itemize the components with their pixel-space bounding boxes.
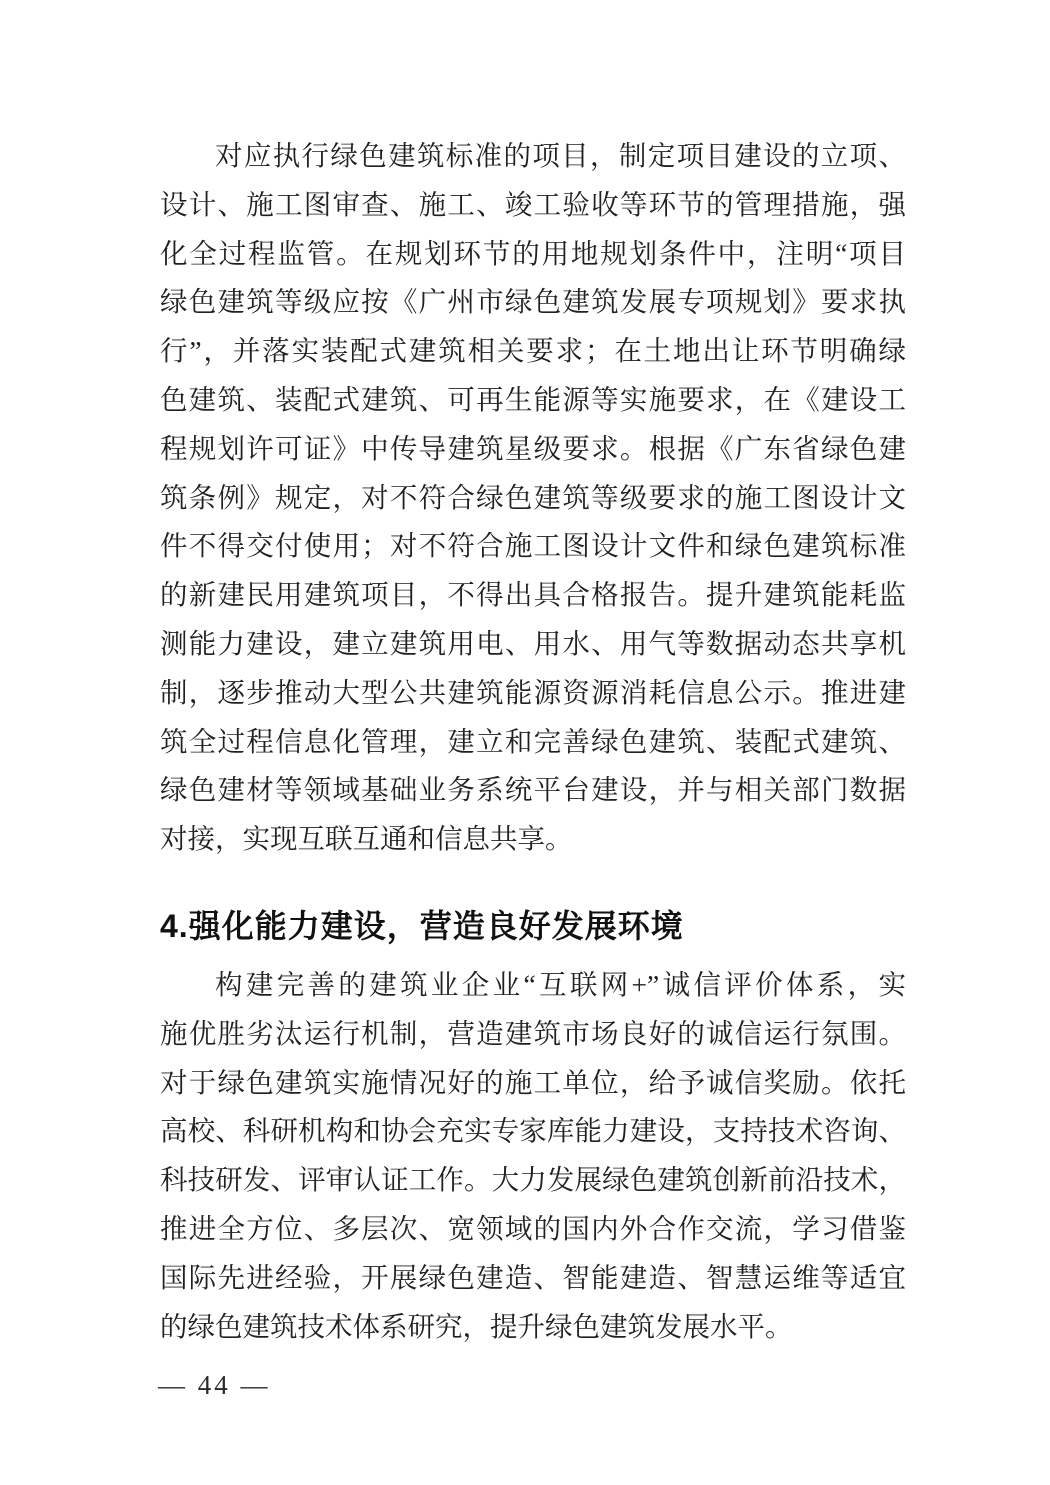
text-line: 构建完善的建筑业企业“互联网+”诚信评价体系，实 [215, 968, 906, 1000]
text-line: 设计、施工图审查、施工、竣工验收等环节的管理措施，强 [160, 188, 906, 220]
text-line: 绿色建材等领域基础业务系统平台建设，并与相关部门数据 [160, 774, 906, 806]
text-line: 筑全过程信息化管理，建立和完善绿色建筑、装配式建筑、 [160, 725, 906, 757]
page-content [160, 0, 906, 1351]
text-line: 对应执行绿色建筑标准的项目，制定项目建设的立项、 [215, 140, 906, 171]
text-line: 的新建民用建筑项目，不得出具合格报告。提升建筑能耗监 [160, 579, 906, 611]
text-line: 施优胜劣汰运行机制，营造建筑市场良好的诚信运行氛围。 [160, 1017, 906, 1049]
text-line: 对接，实现互联互通和信息共享。 [160, 823, 573, 855]
paragraph-2 [160, 961, 906, 1351]
text-line: 对于绿色建筑实施情况好的施工单位，给予诚信奖励。依托 [160, 1066, 906, 1098]
text-line: 高校、科研机构和协会充实专家库能力建设，支持技术咨询、 [160, 1115, 906, 1147]
page-footer [158, 1368, 271, 1402]
page-number: — 44 — [158, 1370, 271, 1400]
text-line: 的绿色建筑技术体系研究，提升绿色建筑发展水平。 [160, 1310, 793, 1342]
text-line: 绿色建筑等级应按《广州市绿色建筑发展专项规划》要求执 [160, 286, 906, 318]
text-line: 行”，并落实装配式建筑相关要求；在土地出让环节明确绿 [160, 335, 906, 367]
text-line: 科技研发、评审认证工作。大力发展绿色建筑创新前沿技术， [160, 1164, 906, 1196]
text-line: 制，逐步推动大型公共建筑能源资源消耗信息公示。推进建 [160, 676, 906, 708]
text-line: 件不得交付使用；对不符合施工图设计文件和绿色建筑标准 [160, 530, 906, 562]
text-line: 推进全方位、多层次、宽领域的国内外合作交流，学习借鉴 [160, 1212, 906, 1244]
text-line: 色建筑、装配式建筑、可再生能源等实施要求，在《建设工 [160, 383, 906, 415]
section-heading: 4.强化能力建设，营造良好发展环境 [160, 907, 684, 944]
text-line: 国际先进经验，开展绿色建造、智能建造、智慧运维等适宜 [160, 1261, 906, 1293]
text-line: 程规划许可证》中传导建筑星级要求。根据《广东省绿色建 [160, 432, 906, 464]
text-line: 测能力建设，建立建筑用电、用水、用气等数据动态共享机 [160, 627, 906, 659]
text-line: 化全过程监管。在规划环节的用地规划条件中，注明“项目 [160, 237, 906, 269]
paragraph-1 [160, 132, 906, 864]
text-line: 筑条例》规定，对不符合绿色建筑等级要求的施工图设计文 [160, 481, 906, 513]
